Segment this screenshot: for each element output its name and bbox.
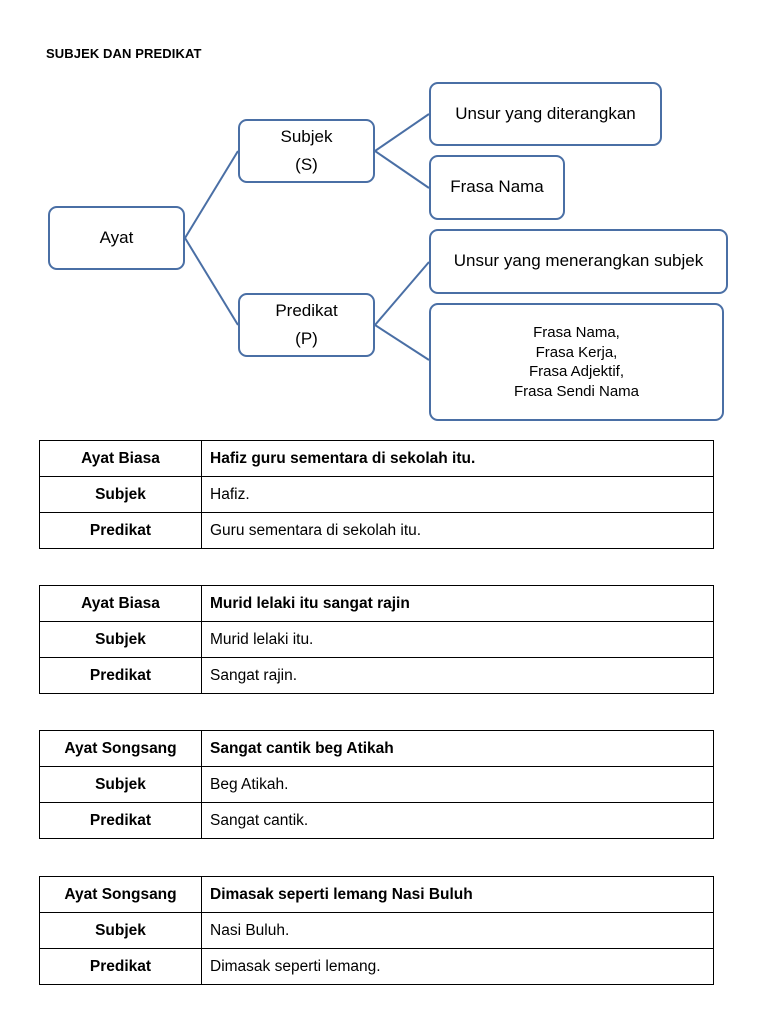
table-row [40,731,714,767]
subjek-label: Subjek [40,767,202,803]
sentence-type: Ayat Biasa [40,586,202,622]
node-predikat-desc [429,229,728,294]
table-row [40,513,714,549]
example-table-1 [39,440,714,549]
node-predikat [238,293,375,357]
predikat-label: Predikat [40,658,202,694]
node-subjek-desc-label: Unsur yang diterangkan [455,103,636,123]
node-subjek-phrase [429,155,565,220]
node-predikat-phrases [429,303,724,421]
phrase-item: Frasa Kerja, [535,343,618,361]
table-row [40,949,714,985]
node-subjek-abbr: (S) [295,155,318,174]
table-row [40,586,714,622]
connector-subjek-phrase [375,151,429,188]
table-row [40,622,714,658]
predikat-label: Predikat [40,513,202,549]
sentence-text: Dimasak seperti lemang Nasi Buluh [202,877,714,913]
predikat-value: Sangat cantik. [202,803,714,839]
predikat-label: Predikat [40,949,202,985]
predikat-label: Predikat [40,803,202,839]
connector-ayat-predikat [185,238,238,325]
connector-predikat-desc [375,262,429,325]
table-row [40,441,714,477]
subjek-value: Beg Atikah. [202,767,714,803]
connector-predikat-phrases [375,325,429,360]
sentence-type: Ayat Songsang [40,731,202,767]
example-table-2 [39,585,714,694]
node-subjek-desc [429,82,662,146]
node-predikat-abbr: (P) [295,329,318,348]
subjek-value: Murid lelaki itu. [202,622,714,658]
page-title: SUBJEK DAN PREDIKAT [46,46,202,61]
phrase-item: Frasa Adjektif, [528,363,625,380]
table-row [40,803,714,839]
node-subjek-label: Subjek [280,126,333,146]
subjek-predikat-diagram [0,0,768,430]
node-ayat [48,206,185,270]
node-subjek [238,119,375,183]
node-predikat-label: Predikat [275,300,338,320]
connector-subjek-desc [375,114,429,151]
subjek-value: Nasi Buluh. [202,913,714,949]
sentence-text: Sangat cantik beg Atikah [202,731,714,767]
sentence-type: Ayat Biasa [40,441,202,477]
table-row [40,913,714,949]
table-row [40,477,714,513]
subjek-label: Subjek [40,622,202,658]
connector-ayat-subjek [185,151,238,238]
phrase-item: Frasa Sendi Nama [513,382,640,400]
node-ayat-label: Ayat [99,227,134,247]
sentence-text: Hafiz guru sementara di sekolah itu. [202,441,714,477]
example-table-3 [39,730,714,839]
sentence-text: Murid lelaki itu sangat rajin [202,586,714,622]
node-subjek-phrase-label: Frasa Nama [450,177,544,197]
subjek-label: Subjek [40,913,202,949]
predikat-value: Dimasak seperti lemang. [202,949,714,985]
example-table-4 [39,876,714,985]
table-row [40,767,714,803]
sentence-type: Ayat Songsang [40,877,202,913]
table-row [40,877,714,913]
predikat-value: Sangat rajin. [202,658,714,694]
subjek-label: Subjek [40,477,202,513]
subjek-value: Hafiz. [202,477,714,513]
phrase-item: Frasa Nama, [533,324,620,341]
node-predikat-desc-label: Unsur yang menerangkan subjek [453,251,704,271]
table-row [40,658,714,694]
predikat-value: Guru sementara di sekolah itu. [202,513,714,549]
